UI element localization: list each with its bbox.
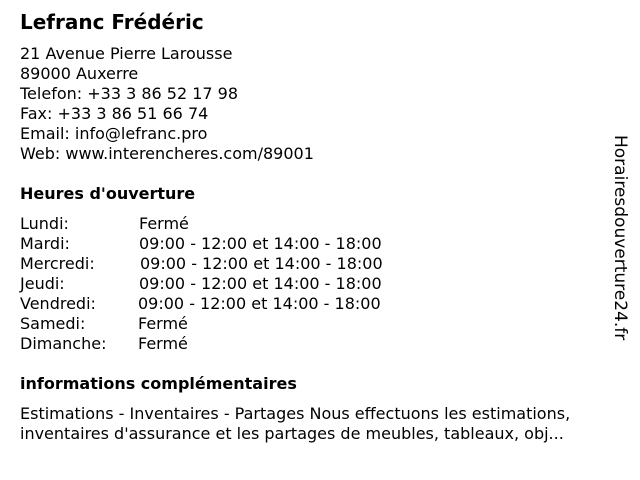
email-line: Email: info@lefranc.pro: [20, 124, 208, 143]
time-value: 09:00 - 12:00 et 14:00 - 18:00: [138, 294, 381, 313]
business-name: Lefranc Frédéric: [20, 10, 204, 34]
day-label: Vendredi:: [20, 294, 96, 313]
time-value: Fermé: [138, 334, 188, 353]
time-value: 09:00 - 12:00 et 14:00 - 18:00: [140, 254, 383, 273]
opening-hours-heading: Heures d'ouverture: [20, 184, 196, 203]
site-watermark: [610, 135, 634, 345]
day-label: Dimanche:: [20, 334, 107, 353]
web-line: Web: www.interencheres.com/89001: [20, 144, 314, 163]
day-label: Jeudi:: [20, 274, 65, 293]
watermark-text: Horairesdouverture24.fr: [610, 135, 630, 341]
fax-line: Fax: +33 3 86 51 66 74: [20, 104, 209, 123]
day-label: Lundi:: [20, 214, 69, 233]
time-value: Fermé: [139, 214, 189, 233]
address-line-1: 21 Avenue Pierre Larousse: [20, 44, 233, 63]
additional-info-heading: informations complémentaires: [20, 374, 297, 393]
phone-line: Telefon: +33 3 86 52 17 98: [20, 84, 239, 103]
time-value: 09:00 - 12:00 et 14:00 - 18:00: [139, 274, 382, 293]
day-label: Samedi:: [20, 314, 86, 333]
time-value: Fermé: [138, 314, 188, 333]
day-label: Mardi:: [20, 234, 70, 253]
address-line-2: 89000 Auxerre: [20, 64, 139, 83]
additional-info-text: Estimations - Inventaires - Partages Nous effectuons les estimations, inventaires d'assurance et les partages de meubles, tableaux, obj...: [20, 404, 571, 443]
day-label: Mercredi:: [20, 254, 95, 273]
time-value: 09:00 - 12:00 et 14:00 - 18:00: [139, 234, 382, 253]
contact-block: [20, 44, 314, 164]
